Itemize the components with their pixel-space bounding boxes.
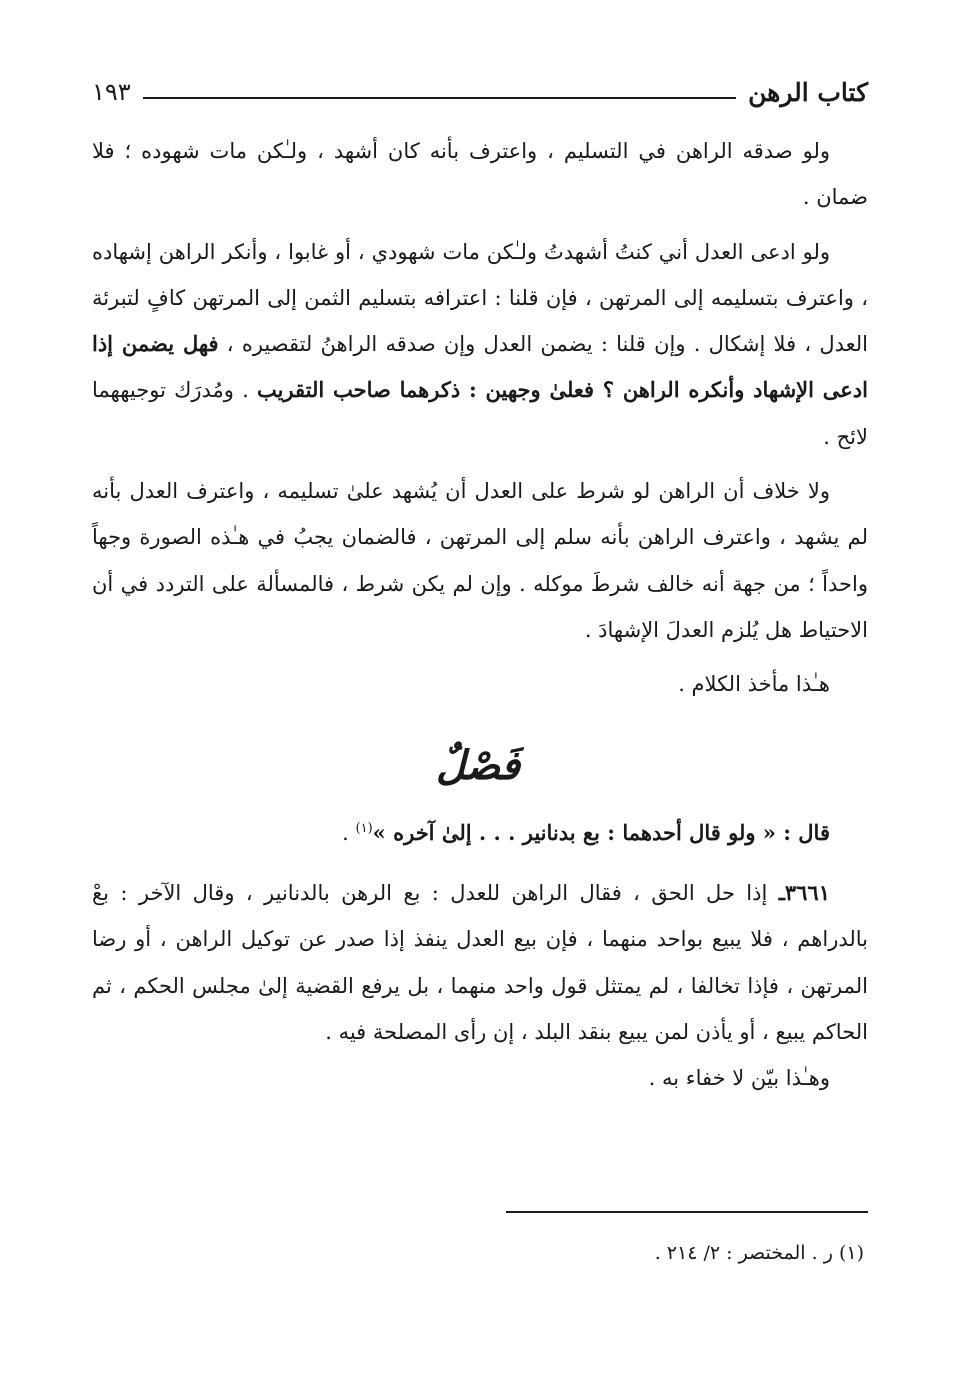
quote-prefix: قال : « [755, 820, 830, 845]
paragraph-2-bold-text: فهل يضمن إذا ادعى الإشهاد وأنكره الراهن ؟ فعلىٰ وجهين : ذكرهما صاحب التقريب [92, 331, 868, 403]
footnote [92, 1236, 864, 1270]
footnote-text: ر . المختصر : ٢/ ٢١٤ . [654, 1242, 833, 1264]
issue-block [92, 870, 868, 1101]
section-heading [0, 742, 956, 790]
page-number: ١٩٣ [92, 78, 131, 106]
footnote-rule [506, 1211, 868, 1213]
footnote-ref[interactable]: (١) [355, 821, 373, 836]
issue-paragraph [92, 870, 868, 1055]
quote-bold-text: ولو قال أحدهما : بع بدنانير . . . إلىٰ آخره [393, 820, 756, 845]
issue-text: إذا حل الحق ، فقال الراهن للعدل : بع الرهن بالدنانير ، وقال الآخر : بعْ بالدراهم ، فلا يبيع بواحد منهما ، فإن بيع العدل ينفذ إذا صدر عن توكيل الراهن ، أو رضا المرتهن ، فإذا تخالفا ، لم يمتثل قول واحد منهما ، بل يرفع القضية إلىٰ مجلس الحكم ، ثم الحاكم يبيع ، أو يأذن لمن يبيع بنقد البلد ، إن رأى المصلحة فيه . [92, 881, 868, 1044]
running-header [92, 72, 868, 112]
footnote-marker: (١) [838, 1242, 864, 1264]
section-title: فَصْلٌ [435, 742, 521, 789]
paragraph-2-text: ولو ادعى العدل أني كنتُ أشهدتُ ولـٰكن مات شهودي ، أو غابوا ، وأنكر الراهن إشهاده ، واعترف بتسليمه إلى المرتهن ، فإن قلنا : اعترافه بتسليم الثمن إلى المرتهن كافٍ لتبرئة العدل ، فلا إشكال . وإن قلنا : يضمن العدل وإن صدقه الراهنُ لتقصيره ، [92, 239, 869, 357]
book-title: كتاب الرهن [748, 77, 868, 107]
paragraph-3: ولا خلاف أن الراهن لو شرط على العدل أن يُشهد علىٰ تسليمه ، واعترف العدل بأنه لم يشهد ، واعترف الراهن بأنه سلم إلى المرتهن ، فالضمان يجبُ في هـٰذه الصورة وجهاً واحداً ؛ من جهة أنه خالف شرطَ موكله . وإن لم يكن شرط ، فالمسألة على التردد في أن الاحتياط هل يُلزم العدلَ الإشهادَ . [92, 479, 868, 642]
quote-close: » [372, 820, 394, 845]
paragraph-2 [92, 229, 868, 460]
body-text [92, 128, 868, 708]
quote-line [92, 810, 868, 856]
paragraph-4: هـٰذا مأخذ الكلام . [678, 672, 830, 697]
paragraph-2-tail: . ومُدرَك توجيههما لائح . [92, 378, 868, 449]
issue-number: ٣٦٦١ـ [778, 880, 830, 905]
quote-end: . [342, 821, 356, 845]
issue-closing: وهـٰذا بيّن لا خفاء به . [648, 1066, 830, 1091]
paragraph-1: ولو صدقه الراهن في التسليم ، واعترف بأنه كان أشهد ، ولـٰكن مات شهوده ؛ فلا ضمان . [92, 139, 868, 210]
quote-block [92, 810, 868, 856]
header-rule [143, 97, 736, 99]
